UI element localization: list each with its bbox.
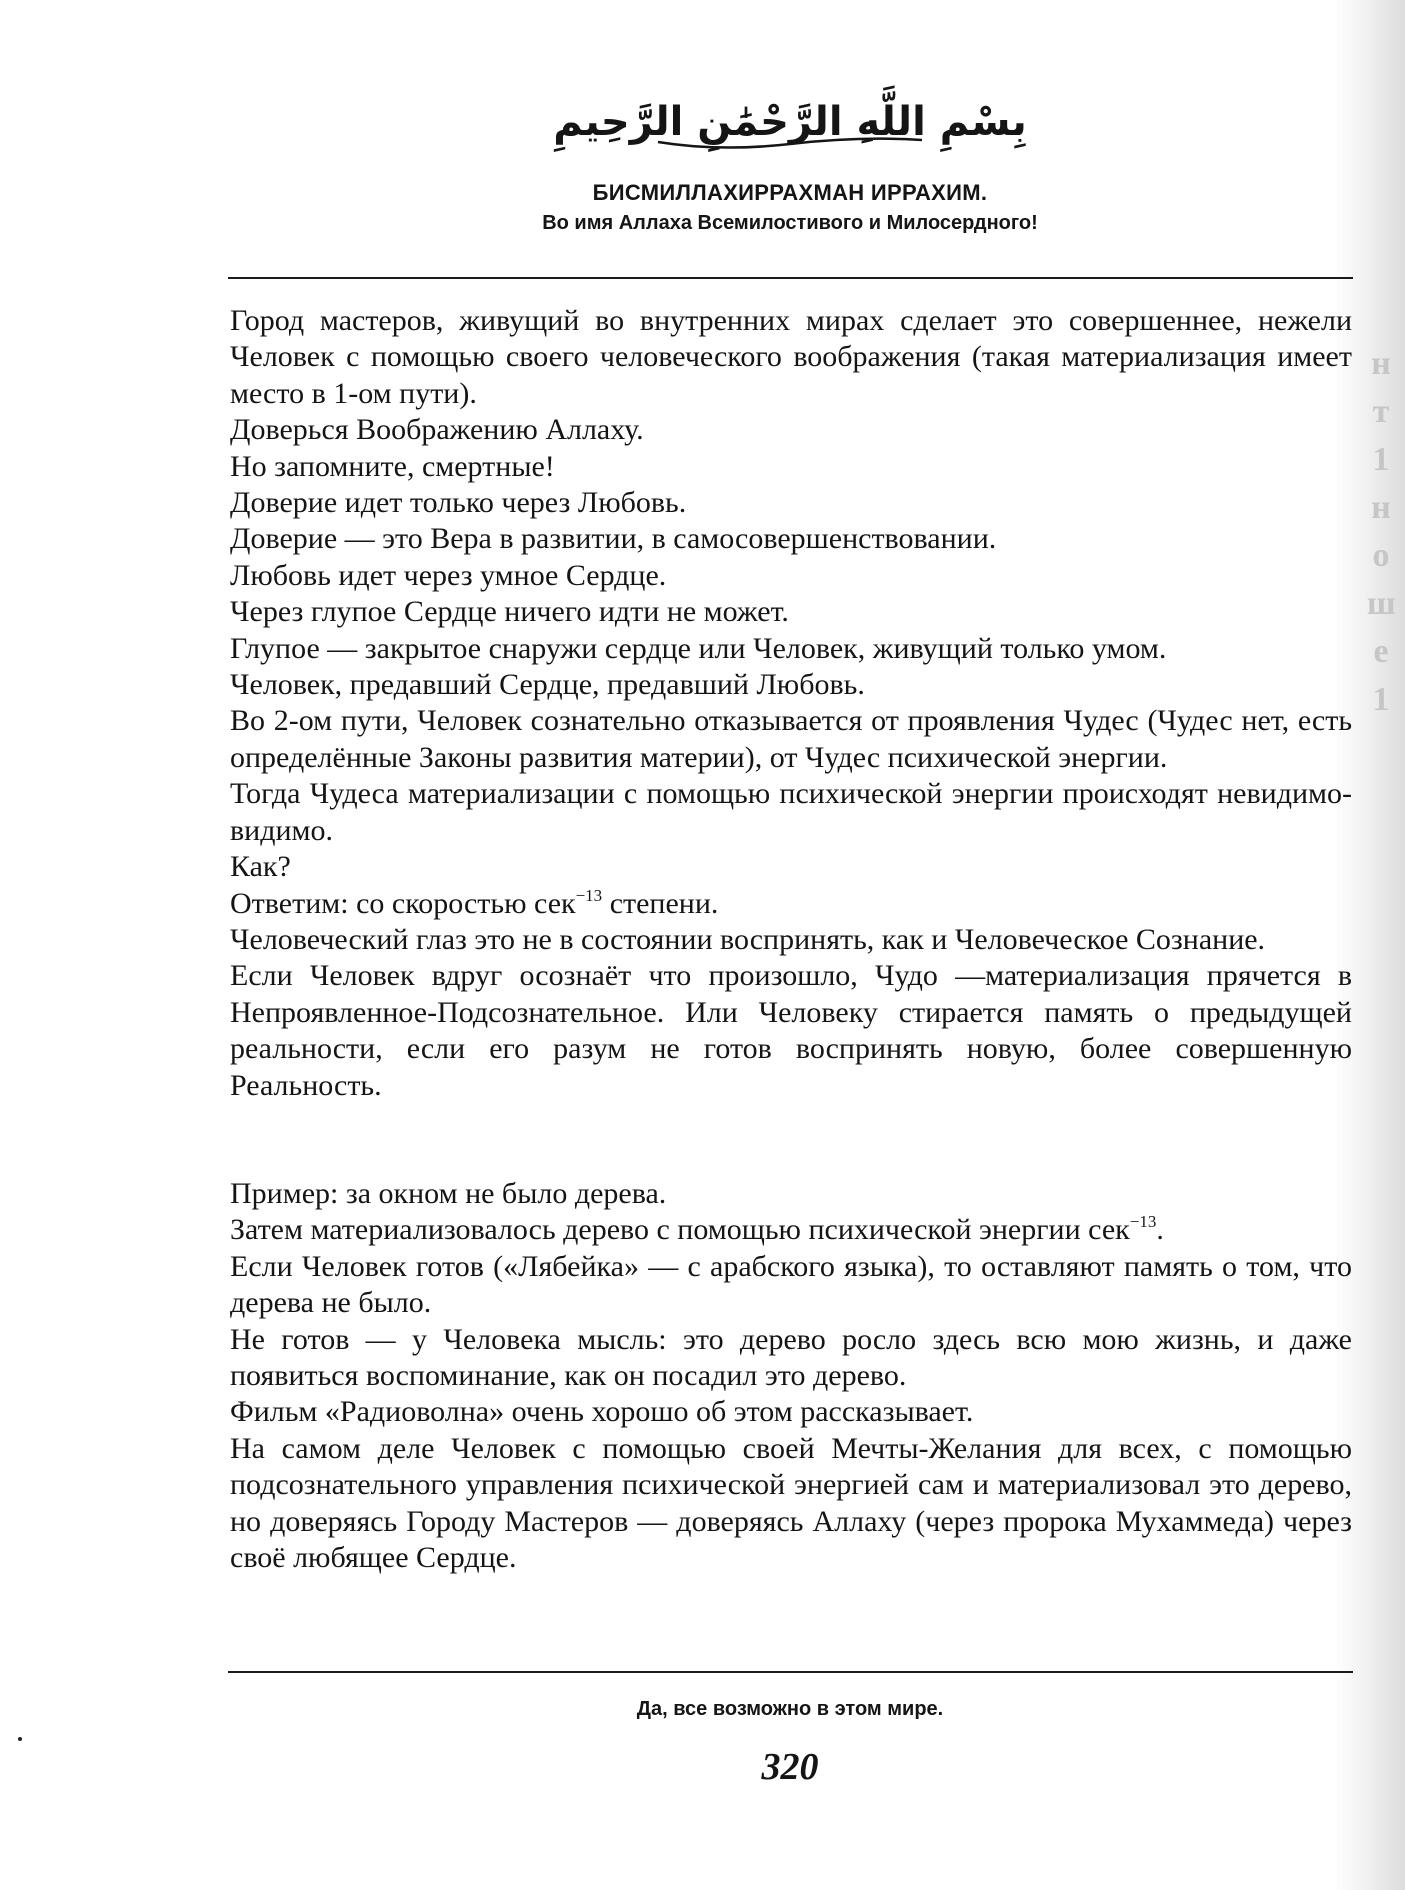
exponent: −13 bbox=[575, 885, 603, 905]
paragraph: Доверие — это Вера в развитии, в самосовершенствовании. bbox=[230, 522, 997, 556]
then-line bbox=[230, 1212, 1352, 1248]
exponent: −13 bbox=[1129, 1212, 1157, 1232]
paragraph: Тогда Чудеса материализации с помощью психической энергии происходят невидимо-видимо. bbox=[230, 777, 1352, 847]
paragraph: Но запомните, смертные! bbox=[230, 449, 555, 483]
paragraph: Человек, предавший Сердце, предавший Любовь. bbox=[230, 668, 865, 702]
header-title: БИСМИЛЛАХИРРАХМАН ИРРАХИМ. bbox=[592, 180, 988, 205]
answer-suffix: степени. bbox=[602, 886, 719, 920]
paragraph: На самом деле Человек с помощью своей Мечты-Желания для всех, с помощью подсознательного управления психической энергией сам и материализовал это дерево, но доверяясь Городу Мастеров — доверяясь Аллаху (через пророка Мухаммеда) через своё любящее Сердце. bbox=[230, 1431, 1352, 1574]
header-subtitle: Во имя Аллаха Всемилостивого и Милосердного! bbox=[542, 212, 1038, 234]
footer-note: Да, все возможно в этом мире. bbox=[636, 1698, 944, 1720]
paragraph: Любовь идет через умное Сердце. bbox=[230, 558, 667, 592]
paragraph: Не готов — у Человека мысль: это дерево росло здесь всю мою жизнь, и даже появиться воспоминание, как он посадил это дерево. bbox=[230, 1322, 1352, 1392]
paragraph: Во 2-ом пути, Человек сознательно отказывается от проявления Чудес (Чудес нет, есть определённые Законы развития материи), от Чудес психической энергии. bbox=[230, 704, 1352, 774]
then-text: Затем материализовалось дерево с помощью психической энергии сек bbox=[230, 1213, 1130, 1247]
paragraph: Как? bbox=[230, 850, 291, 884]
body-text bbox=[230, 303, 1352, 1576]
bismillah-calligraphy bbox=[553, 80, 1027, 160]
paragraph: Если Человек вдруг осознаёт что произошло, Чудо —материализация прячется в Непроявленное-Подсознательное. Или Человеку стирается память о предыдущей реальности, если его разум не готов воспринять новую, более совершенную Реальность. bbox=[230, 959, 1352, 1102]
scan-speck bbox=[18, 1737, 22, 1741]
paragraph: Доверие идет только через Любовь. bbox=[230, 486, 687, 520]
then-suffix: . bbox=[1156, 1213, 1164, 1247]
answer-text: Ответим: со скоростью сек bbox=[230, 886, 576, 920]
answer-line bbox=[230, 886, 1352, 922]
page-header bbox=[225, 80, 1355, 235]
svg-text:بِسْمِ اللَّهِ الرَّحْمَٰنِ ال: بِسْمِ اللَّهِ الرَّحْمَٰنِ الرَّحِيمِ bbox=[553, 99, 1027, 145]
bottom-divider bbox=[228, 1671, 1353, 1673]
paragraph: Город мастеров, живущий во внутренних мирах сделает это совершеннее, нежели Человек с помощью своего человеческого воображения (такая материализация имеет место в 1-ом пути). bbox=[230, 304, 1352, 410]
bleed-through-text: нт1ноше1 bbox=[1367, 345, 1396, 718]
paragraph: Глупое — закрытое снаружи сердце или Человек, живущий только умом. bbox=[230, 631, 1167, 665]
paragraph: Если Человек готов («Лябейка» — с арабского языка), то оставляют память о том, что дерева не было. bbox=[230, 1249, 1352, 1320]
paragraph: Пример: за окном не было дерева. bbox=[230, 1176, 667, 1210]
paragraph: Человеческий глаз это не в состоянии воспринять, как и Человеческое Сознание. bbox=[230, 922, 1266, 956]
page-number: 320 bbox=[761, 1746, 819, 1788]
top-divider bbox=[228, 277, 1353, 279]
section-gap bbox=[230, 1104, 1352, 1176]
paragraph: Доверься Воображению Аллаху. bbox=[230, 413, 644, 447]
paragraph: Через глупое Сердце ничего идти не может. bbox=[230, 595, 789, 629]
paragraph: Фильм «Радиоволна» очень хорошо об этом рассказывает. bbox=[230, 1395, 974, 1429]
